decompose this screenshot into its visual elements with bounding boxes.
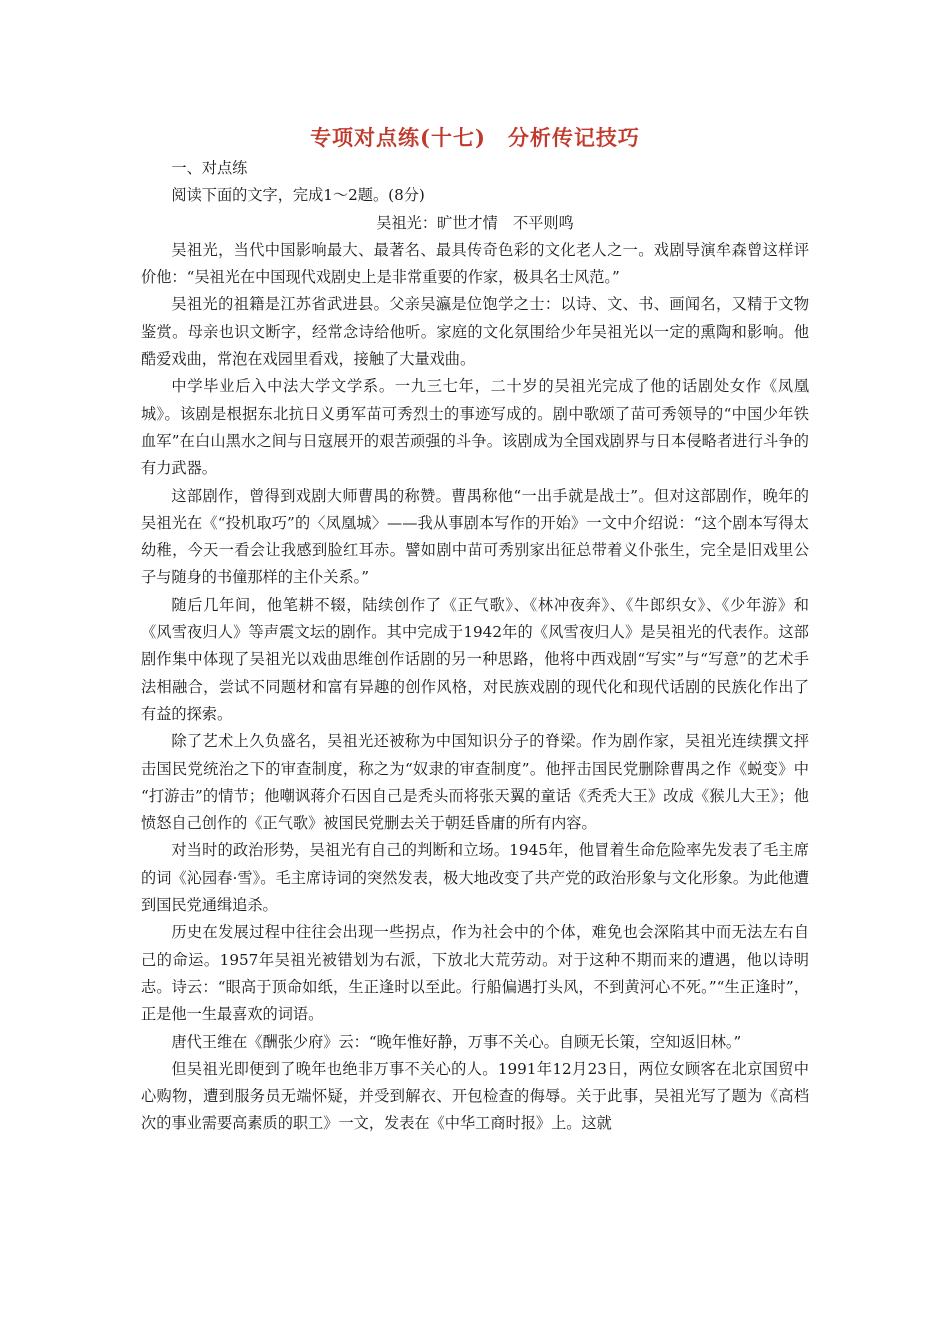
paragraph: 对当时的政治形势，吴祖光有自己的判断和立场。1945年，他冒着生命危险率先发表了毛主席的词《沁园春·雪》。毛主席诗词的突然发表，极大地改变了共产党的政治形象与文化形象。为此他遭到国民党通缉追杀。 bbox=[141, 841, 809, 915]
section-heading: 一、对点练 bbox=[171, 159, 248, 177]
paragraph: 中学毕业后入中法大学文学系。一九三七年，二十岁的吴祖光完成了他的话剧处女作《凤凰城》。该剧是根据东北抗日义勇军苗可秀烈士的事迹写成的。剧中歌颂了苗可秀领导的“中国少年铁血军”在白山黑水之间与日寇展开的艰苦顽强的斗争。该剧成为全国戏剧界与日本侵略者进行斗争的有力武器。 bbox=[141, 377, 809, 478]
page-title: 专项对点练(十七) 分析传记技巧 bbox=[310, 125, 640, 150]
paragraph: 随后几年间，他笔耕不辍，陆续创作了《正气歌》、《林冲夜奔》、《牛郎织女》、《少年游》和《风雪夜归人》等声震文坛的剧作。其中完成于1942年的《风雪夜归人》是吴祖光的代表作。这部剧作集中体现了吴祖光以戏曲思维创作话剧的另一种思路，他将中西戏剧“写实”与“写意”的艺术手法相融合，尝试不同题材和富有异趣的创作风格，对民族戏剧的现代化和现代话剧的民族化作出了有益的探索。 bbox=[141, 595, 809, 723]
paragraph: 但吴祖光即便到了晚年也绝非万事不关心的人。1991年12月23日，两位女顾客在北京国贸中心购物，遭到服务员无端怀疑，并受到解衣、开包检查的侮辱。关于此事，吴祖光写了题为《高档次的事业需要高素质的职工》一文，发表在《中华工商时报》上。这就 bbox=[141, 1059, 809, 1133]
article-title: 吴祖光：旷世才情 不平则鸣 bbox=[376, 213, 574, 232]
paragraph: 除了艺术上久负盛名，吴祖光还被称为中国知识分子的脊梁。作为剧作家，吴祖光连续撰文抨击国民党统治之下的审查制度，称之为“奴隶的审查制度”。他抨击国民党删除曹禺之作《蜕变》中 “打游击”的情节；他嘲讽蒋介石因自己是秃头而将张天翼的童话《秃秃大王》改成《猴儿大王》；他愤怒自己创作的《正气歌》被国民党删去关于朝廷昏庸的所有内容。 bbox=[141, 732, 809, 833]
instruction-text: 阅读下面的文字，完成1～2题。(8分) bbox=[171, 186, 425, 205]
paragraph: 吴祖光的祖籍是江苏省武进县。父亲吴瀛是位饱学之士：以诗、文、书、画闻名，又精于文物鉴赏。母亲也识文断字，经常念诗给他听。家庭的文化氛围给少年吴祖光以一定的熏陶和影响。他酷爱戏曲，常泡在戏园里看戏，接触了大量戏曲。 bbox=[141, 295, 809, 369]
paragraph: 历史在发展过程中往往会出现一些拐点，作为社会中的个体，难免也会深陷其中而无法左右自己的命运。1957年吴祖光被错划为右派，下放北大荒劳动。对于这种不期而来的遭遇，他以诗明志。诗云：“眼高于顶命如纸，生正逢时以至此。行船偏遇打头风，不到黄河心不死。”“生正逢时”，正是他一生最喜欢的词语。 bbox=[141, 923, 809, 1024]
document-body bbox=[141, 155, 809, 1138]
paragraph: 唐代王维在《酬张少府》云：“晚年惟好静，万事不关心。自顾无长策，空知返旧林。” bbox=[171, 1032, 742, 1051]
paragraph: 吴祖光，当代中国影响最大、最著名、最具传奇色彩的文化老人之一。戏剧导演牟森曾这样评价他：“吴祖光在中国现代戏剧史上是非常重要的作家，极具名士风范。” bbox=[141, 240, 809, 287]
paragraph: 这部剧作，曾得到戏剧大师曹禺的称赞。曹禺称他“一出手就是战士”。但对这部剧作，晚年的吴祖光在《“投机取巧”的〈凤凰城〉——我从事剧本写作的开始》一文中介绍说：“这个剧本写得太幼稚，今天一看会让我感到脸红耳赤。譬如剧中苗可秀别家出征总带着义仆张生，完全是旧戏里公子与随身的书僮那样的主仆关系。” bbox=[141, 486, 809, 587]
